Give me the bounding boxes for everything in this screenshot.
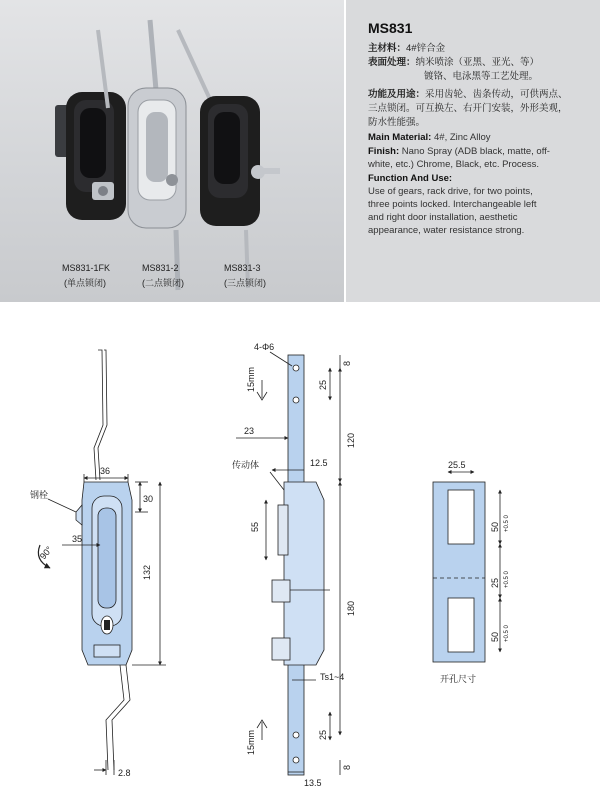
en-function-value-3: and right door installation, aesthetic (368, 212, 518, 223)
cn-finish-row (368, 54, 539, 68)
dim-55: 55 (250, 521, 260, 532)
en-function-value-1: Use of gears, rack drive, for two points, (368, 186, 533, 197)
product-photo-illustration (0, 0, 344, 302)
dim-25-5: 25.5 (448, 460, 466, 470)
en-function-value-4: appearance, water resistance strong. (368, 225, 525, 236)
dim-132: 132 (142, 564, 152, 580)
tol-cutout-50-lower: +0.5 0 (504, 625, 510, 642)
product-photo-panel (0, 0, 344, 302)
dim-angle-90: 90° (37, 544, 55, 562)
en-material-label: Main Material: (368, 132, 432, 143)
cn-material-value: 4#锌合金 (406, 43, 446, 54)
label-drive-body: 传动体 (232, 461, 260, 471)
tol-cutout-50-upper: +0.5 0 (504, 515, 510, 532)
dim-cutout-25: 25 (490, 577, 500, 588)
en-material-value: 4#, Zinc Alloy (434, 132, 491, 143)
dim-8-bottom: 8 (342, 764, 352, 770)
dim-30: 30 (143, 494, 154, 504)
en-function-label: Function And Use: (368, 173, 453, 184)
product-ms831-2-image (128, 20, 186, 290)
cn-finish-label: 表面处理： (368, 57, 416, 68)
caption-ms831-3: MS831-3 (224, 263, 261, 273)
dim-35: 35 (72, 534, 83, 544)
dim-12-5: 12.5 (310, 458, 328, 468)
dim-25-top: 25 (318, 379, 328, 390)
caption-ms831-1fk-desc: (单点锁闭) (64, 278, 106, 288)
model-title: MS831 (368, 20, 413, 36)
cn-function-value-1: 采用齿轮、齿条传动，可供两点、 (425, 89, 568, 100)
label-travel-top: 15mm (246, 366, 256, 392)
dim-13-5: 13.5 (304, 778, 322, 788)
product-ms831-1fk-image (55, 30, 126, 220)
caption-ms831-3-desc: (三点锁闭) (224, 278, 266, 288)
drawing-side-view (236, 352, 340, 775)
en-finish-label: Finish: (368, 146, 400, 157)
dim-120: 120 (346, 432, 356, 448)
en-finish-value-1: Nano Spray (ADB black, matte, off- (401, 146, 550, 157)
en-function-value-2: three points locked. Interchangeable left (368, 199, 537, 210)
dim-cutout-50-lower: 50 (490, 631, 500, 642)
dim-23: 23 (244, 426, 255, 436)
caption-ms831-2-desc: (二点锁闭) (142, 278, 184, 288)
technical-drawings (0, 310, 600, 795)
caption-ms831-2: MS831-2 (142, 263, 179, 273)
cn-material-label: 主材料： (368, 43, 407, 54)
cn-function-value-3: 防水性能强。 (368, 117, 426, 128)
product-ms831-3-image (178, 30, 280, 288)
en-finish-value-2: white, etc.) Chrome, Black, etc. Process. (368, 159, 540, 170)
cn-function-value-2: 三点锁闭。可互换左、右开门安装，外形美观， (368, 103, 568, 114)
cn-function-row (368, 86, 568, 100)
dim-width-36: 36 (100, 466, 111, 476)
drawing-front-view (38, 350, 166, 775)
cn-finish-value-1: 纳米喷涂（亚黑、亚光、等） (415, 57, 540, 68)
label-cutout-size: 开孔尺寸 (440, 675, 477, 685)
dim-180: 180 (346, 600, 356, 616)
cn-material-row (368, 40, 445, 54)
dim-2-8: 2.8 (118, 768, 131, 778)
cn-finish-value-2: 镀铬、电泳黑等工艺处理。 (424, 71, 539, 82)
caption-ms831-1fk: MS831-1FK (62, 263, 111, 273)
dim-25-bottom: 25 (318, 729, 328, 740)
tol-cutout-25: +0.5 0 (504, 571, 510, 588)
dim-ts1-4: Ts1~4 (320, 672, 345, 682)
dim-8-top: 8 (342, 360, 352, 366)
dim-cutout-50-upper: 50 (490, 521, 500, 532)
label-steel-bolt: 钢栓 (30, 491, 49, 501)
label-travel-bottom: 15mm (246, 729, 256, 755)
cn-function-label: 功能及用途： (368, 89, 426, 100)
dim-holes-4-phi6: 4-Φ6 (254, 342, 275, 352)
en-material-row (368, 132, 491, 143)
en-finish-row (368, 146, 550, 157)
